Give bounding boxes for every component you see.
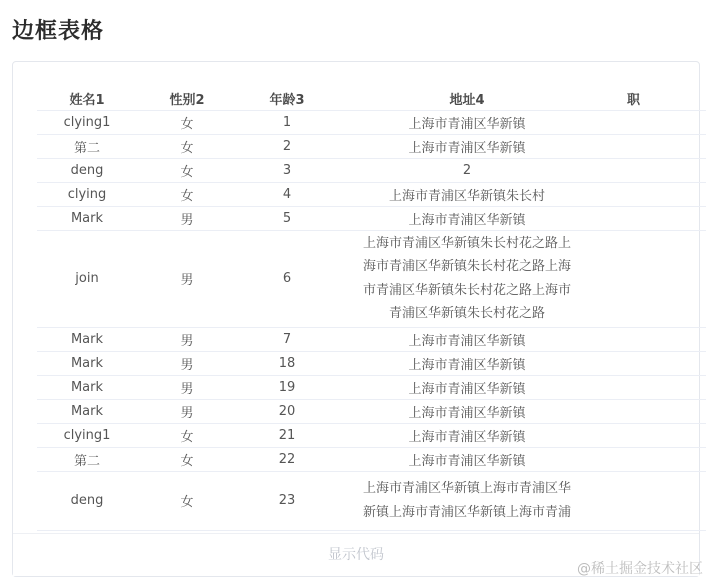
demo-card (12, 61, 700, 577)
cell-extra (597, 230, 706, 327)
cell-address: 2 (337, 158, 597, 182)
header-address[interactable]: 地址4 (337, 87, 597, 110)
cell-gender: 男 (137, 399, 237, 423)
header-extra[interactable]: 职 (597, 87, 706, 110)
cell-address-text: 上海市青浦区华新镇上海市青浦区华新镇上海市青浦区华新镇上海市青浦 (362, 480, 571, 520)
cell-extra (597, 110, 706, 134)
table-row (37, 158, 706, 182)
cell-extra (597, 158, 706, 182)
table-row (37, 182, 706, 206)
cell-address: 上海市青浦区华新镇 (337, 134, 597, 158)
cell-address (337, 471, 597, 530)
cell-address: 上海市青浦区华新镇 (337, 327, 597, 351)
cell-gender: 女 (137, 182, 237, 206)
cell-name: clying1 (37, 423, 137, 447)
cell-age: 6 (237, 230, 337, 327)
cell-address: 上海市青浦区华新镇 (337, 375, 597, 399)
cell-name: Mark (37, 399, 137, 423)
cell-age: 23 (237, 471, 337, 530)
table-row (37, 206, 706, 230)
cell-name: 第二 (37, 447, 137, 471)
show-code-button[interactable]: 显示代码 (13, 533, 699, 576)
cell-gender: 女 (137, 423, 237, 447)
table-row (37, 327, 706, 351)
watermark: @稀土掘金技术社区 (577, 561, 703, 577)
table-row (37, 447, 706, 471)
cell-name: deng (37, 471, 137, 530)
table-row (37, 471, 706, 530)
cell-address: 上海市青浦区华新镇 (337, 423, 597, 447)
table-row (37, 230, 706, 327)
cell-address: 上海市青浦区华新镇 (337, 110, 597, 134)
header-age[interactable]: 年龄3 (237, 87, 337, 110)
cell-gender: 男 (137, 375, 237, 399)
page-title: 边框表格 (12, 19, 105, 44)
cell-name: Mark (37, 206, 137, 230)
table-row (37, 134, 706, 158)
cell-address: 上海市青浦区华新镇朱长村 (337, 182, 597, 206)
cell-gender: 女 (137, 447, 237, 471)
table-row (37, 423, 706, 447)
table-row (37, 351, 706, 375)
cell-age: 18 (237, 351, 337, 375)
header-name[interactable]: 姓名1 (37, 87, 137, 110)
cell-extra (597, 351, 706, 375)
cell-gender: 男 (137, 206, 237, 230)
cell-age: 19 (237, 375, 337, 399)
cell-extra (597, 375, 706, 399)
cell-gender: 男 (137, 351, 237, 375)
cell-name: Mark (37, 327, 137, 351)
cell-address: 上海市青浦区华新镇 (337, 399, 597, 423)
cell-gender: 女 (137, 158, 237, 182)
cell-age: 22 (237, 447, 337, 471)
cell-name: Mark (37, 351, 137, 375)
cell-age: 7 (237, 327, 337, 351)
cell-name: clying (37, 182, 137, 206)
cell-gender: 男 (137, 230, 237, 327)
cell-age: 2 (237, 134, 337, 158)
cell-address: 上海市青浦区华新镇 (337, 351, 597, 375)
cell-gender: 女 (137, 134, 237, 158)
cell-name: Mark (37, 375, 137, 399)
cell-extra (597, 423, 706, 447)
table-row (37, 399, 706, 423)
cell-age: 4 (237, 182, 337, 206)
cell-extra (597, 206, 706, 230)
cell-gender: 女 (137, 110, 237, 134)
header-gender[interactable]: 性别2 (137, 87, 237, 110)
cell-name: clying1 (37, 110, 137, 134)
cell-name: join (37, 230, 137, 327)
table-scroll-area[interactable] (37, 87, 641, 542)
cell-age: 20 (237, 399, 337, 423)
cell-age: 5 (237, 206, 337, 230)
cell-extra (597, 471, 706, 530)
cell-address: 上海市青浦区华新镇朱长村花之路上海市青浦区华新镇朱长村花之路上海市青浦区华新镇朱长村花之路上海市青浦区华新镇朱长村花之路 (337, 230, 597, 327)
cell-address: 上海市青浦区华新镇 (337, 206, 597, 230)
table-row (37, 110, 706, 134)
cell-age: 21 (237, 423, 337, 447)
cell-name: 第二 (37, 134, 137, 158)
cell-gender: 男 (137, 327, 237, 351)
cell-extra (597, 182, 706, 206)
cell-gender: 女 (137, 471, 237, 530)
table-row (37, 375, 706, 399)
cell-extra (597, 399, 706, 423)
cell-extra (597, 327, 706, 351)
bordered-table (37, 87, 706, 531)
table-header-row (37, 87, 706, 110)
cell-extra (597, 134, 706, 158)
cell-age: 3 (237, 158, 337, 182)
cell-age: 1 (237, 110, 337, 134)
cell-address: 上海市青浦区华新镇 (337, 447, 597, 471)
cell-name: deng (37, 158, 137, 182)
cell-extra (597, 447, 706, 471)
